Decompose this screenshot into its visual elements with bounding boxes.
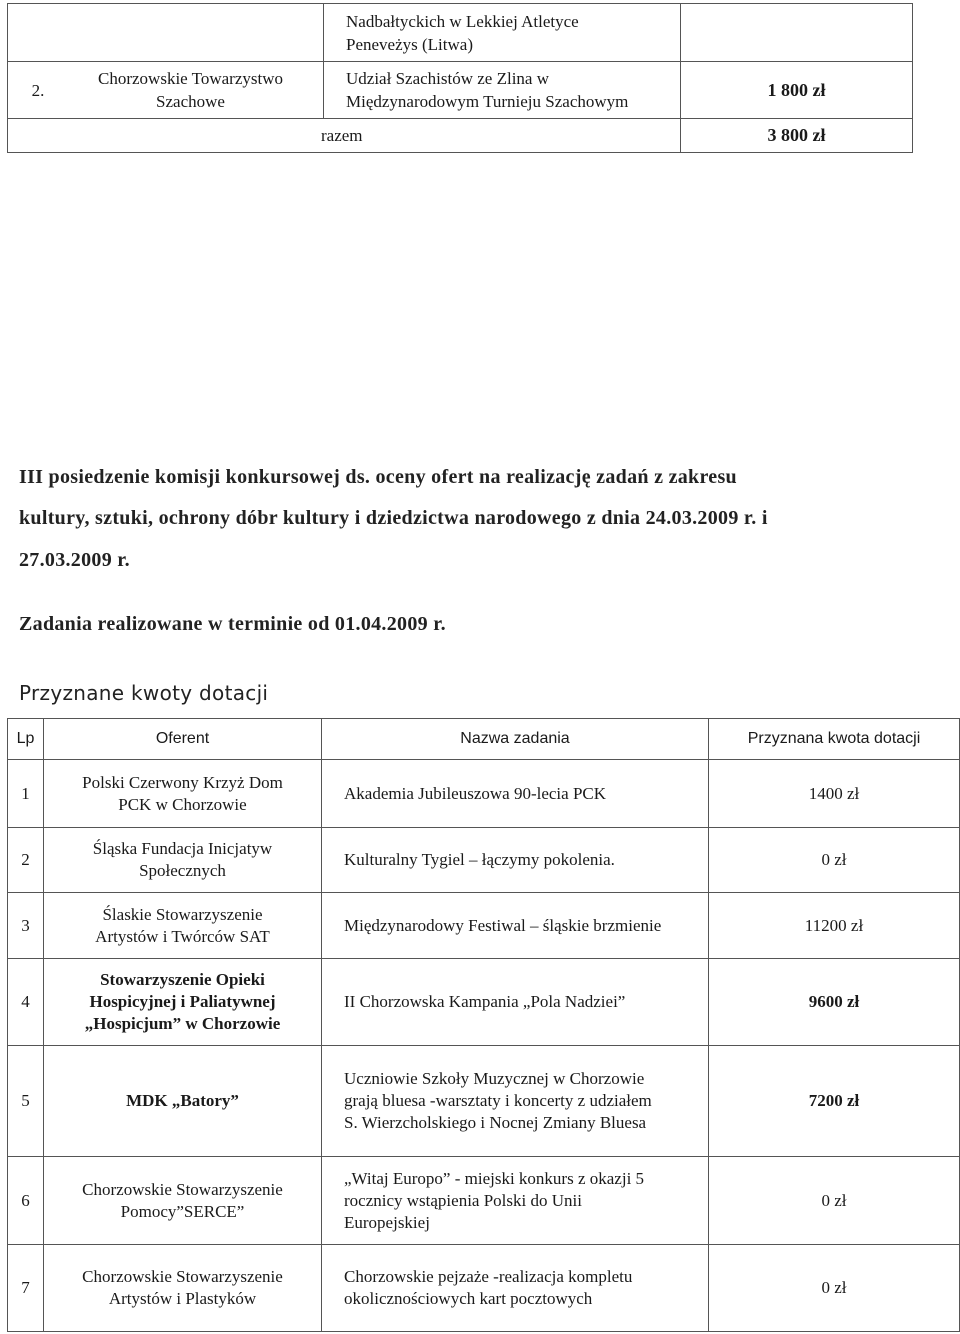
table-row <box>8 4 913 62</box>
amount-cell: 1 800 zł <box>681 62 913 119</box>
lp-cell: 4 <box>8 959 44 1046</box>
table-row <box>8 1046 960 1157</box>
amount-cell: 0 zł <box>709 1157 960 1245</box>
lp-cell: 2 <box>8 828 44 893</box>
header-oferent: Oferent <box>44 719 322 760</box>
amount-cell: 11200 zł <box>709 893 960 959</box>
lp-cell: 7 <box>8 1245 44 1332</box>
oferent-cell: Stowarzyszenie Opieki Hospicyjnej i Paliatywnej „Hospicjum” w Chorzowie <box>44 959 322 1046</box>
lp-cell: 5 <box>8 1046 44 1157</box>
subtitle: Przyznane kwoty dotacji <box>19 681 269 705</box>
task-cell: Udział Szachistów ze Zlina w Międzynarodowym Turnieju Szachowym <box>324 62 681 119</box>
table-row <box>8 62 913 119</box>
lp-cell: 1 <box>8 760 44 828</box>
task-cell: II Chorzowska Kampania „Pola Nadziei” <box>322 959 709 1046</box>
org-cell <box>8 62 324 119</box>
oferent-cell: Chorzowskie Stowarzyszenie Pomocy”SERCE” <box>44 1157 322 1245</box>
oferent-cell: Chorzowskie Stowarzyszenie Artystów i Plastyków <box>44 1245 322 1332</box>
lp-cell: 6 <box>8 1157 44 1245</box>
table-row <box>8 828 960 893</box>
task-cell: Uczniowie Szkoły Muzycznej w Chorzowie grają bluesa -warsztaty i koncerty z udziałem S. Wierzcholskiego i Nocnej Zmiany Bluesa <box>322 1046 709 1157</box>
header-nazwa: Nazwa zadania <box>322 719 709 760</box>
table-row <box>8 1245 960 1332</box>
lp-cell: 3 <box>8 893 44 959</box>
total-label: razem <box>8 119 681 153</box>
row-number: 2. <box>31 80 45 100</box>
task-cell: Chorzowskie pejzaże -realizacja kompletu okolicznościowych kart pocztowych <box>322 1245 709 1332</box>
session-heading-line3: 27.03.2009 r. <box>19 549 130 571</box>
previous-grants-table <box>7 3 913 153</box>
org-cell <box>8 4 324 62</box>
table-row <box>8 959 960 1046</box>
amount-cell: 0 zł <box>709 828 960 893</box>
table-row <box>8 1157 960 1245</box>
table-row <box>8 893 960 959</box>
oferent-cell: Śląska Fundacja Inicjatyw Społecznych <box>44 828 322 893</box>
amount-cell: 9600 zł <box>709 959 960 1046</box>
session-heading-line1: III posiedzenie komisji konkursowej ds. oceny ofert na realizację zadań z zakresu <box>19 466 737 488</box>
header-lp: Lp <box>8 719 44 760</box>
total-amount: 3 800 zł <box>681 119 913 153</box>
task-cell: Akademia Jubileuszowa 90-lecia PCK <box>322 760 709 828</box>
oferent-cell: Polski Czerwony Krzyż Dom PCK w Chorzowie <box>44 760 322 828</box>
grants-table <box>7 718 960 1332</box>
task-cell: „Witaj Europo” - miejski konkurs z okazji 5 rocznicy wstąpienia Polski do Unii Europejskiej <box>322 1157 709 1245</box>
amount-cell: 1400 zł <box>709 760 960 828</box>
total-row <box>8 119 913 153</box>
amount-cell: 7200 zł <box>709 1046 960 1157</box>
header-kwota: Przyznana kwota dotacji <box>709 719 960 760</box>
org-name: Chorzowskie Towarzystwo Szachowe <box>98 69 283 111</box>
task-cell: Kulturalny Tygiel – łączymy pokolenia. <box>322 828 709 893</box>
table-row <box>8 760 960 828</box>
amount-cell: 0 zł <box>709 1245 960 1332</box>
oferent-cell: Ślaskie Stowarzyszenie Artystów i Twórców SAT <box>44 893 322 959</box>
session-heading-line2: kultury, sztuki, ochrony dóbr kultury i dziedzictwa narodowego z dnia 24.03.2009 r. i <box>19 507 768 529</box>
term-heading: Zadania realizowane w terminie od 01.04.2009 r. <box>19 613 446 635</box>
task-cell: Międzynarodowy Festiwal – śląskie brzmienie <box>322 893 709 959</box>
amount-cell <box>681 4 913 62</box>
task-cell: Nadbałtyckich w Lekkiej Atletyce Peneveżys (Litwa) <box>324 4 681 62</box>
oferent-cell: MDK „Batory” <box>44 1046 322 1157</box>
table-header-row <box>8 719 960 760</box>
